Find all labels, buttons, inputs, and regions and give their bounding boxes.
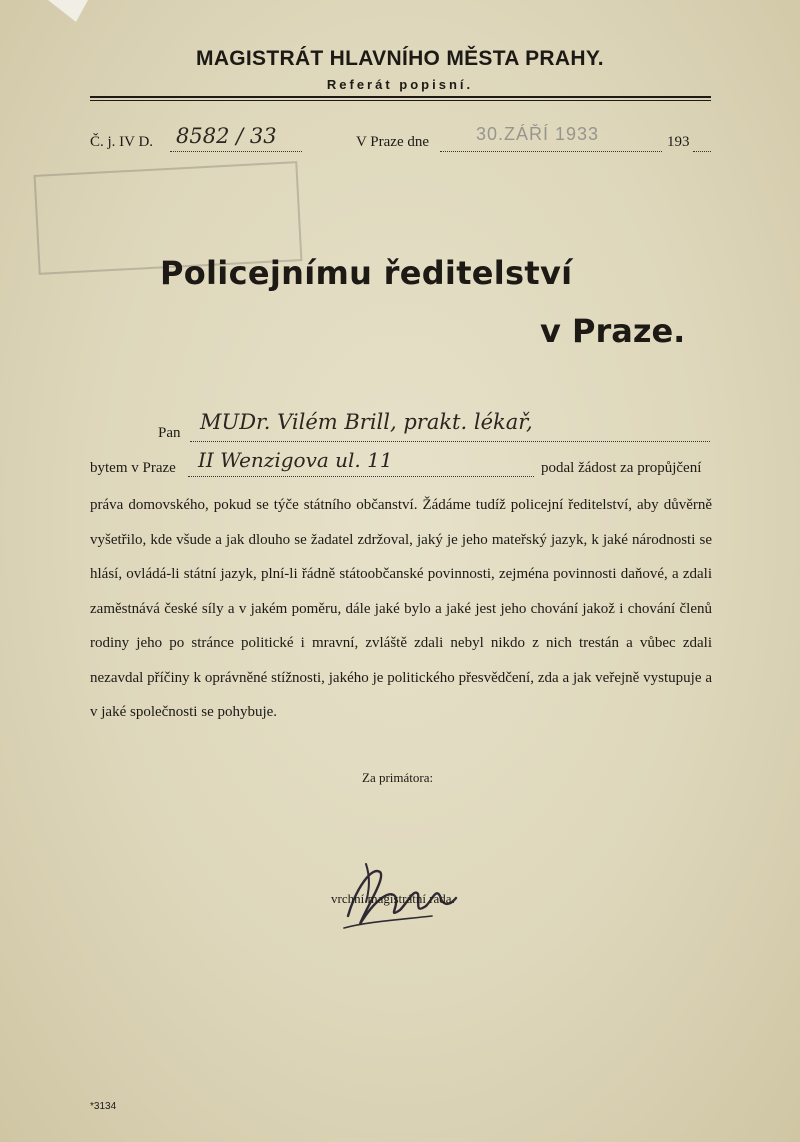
applicant-name: MUDr. Vilém Brill, prakt. lékař, — [200, 410, 533, 434]
request-label: podal žádost za propůjčení — [541, 460, 702, 476]
torn-corner — [48, 0, 88, 22]
date-stamp: 30.ZÁŘÍ 1933 — [476, 124, 600, 144]
header-rule — [90, 96, 711, 98]
request-body-text: práva domovského, pokud se týče státního občanství. Žádáme tudíž policejní ředitelství, aby důvěrně vyšetřilo, kde všude a jak dlouho se žadatel zdržoval, jaký je jeho mateřský jazyk, k jaké národnosti se hlásí, ovládá-li státní jazyk, plní-li řádně státoobčanské povinnosti, zejména povinnosti daňové, a zdali zaměstnává české síly a v jakém poměru, dále jaké bylo a jaké jest jeho chování jakož i chování členů rodiny jeho po stránce politické i mravní, zvláště zdali nebyl nikdo z nich trestán a vůbec zdali nezavdal příčiny k oprávněné stížnosti, jakého je politického přesvědčení, zda a jak veřejně vystupuje a v jaké společnosti se pohybuje. — [90, 497, 712, 720]
reference-prefix: Č. j. IV D. — [90, 134, 154, 150]
year-dotted-line — [693, 150, 711, 152]
header-title: MAGISTRÁT HLAVNÍHO MĚSTA PRAHY. — [196, 47, 604, 70]
place-label: V Praze dne — [356, 134, 430, 150]
residence-label: bytem v Praze — [90, 460, 176, 476]
for-mayor-label: Za primátora: — [362, 770, 434, 785]
form-code: *3134 — [90, 1101, 117, 1112]
addressee-line-1: Policejnímu ředitelství — [160, 254, 573, 292]
applicant-residence: II Wenzigova ul. 11 — [198, 448, 393, 472]
residence-dotted-line — [188, 475, 534, 477]
year-suffix: 193 — [667, 134, 690, 150]
addressee-line-2: v Praze. — [540, 312, 686, 350]
name-dotted-line — [190, 440, 710, 442]
reference-number: 8582 / 33 — [176, 124, 277, 148]
reference-dotted-line — [170, 150, 302, 152]
date-dotted-line — [440, 150, 662, 152]
header-subtitle: Referát popisní. — [326, 77, 474, 92]
signatory-title: vrchní magistrátní rada. — [331, 891, 455, 906]
header-rule-thin — [90, 100, 711, 101]
pan-label: Pan — [158, 425, 181, 441]
